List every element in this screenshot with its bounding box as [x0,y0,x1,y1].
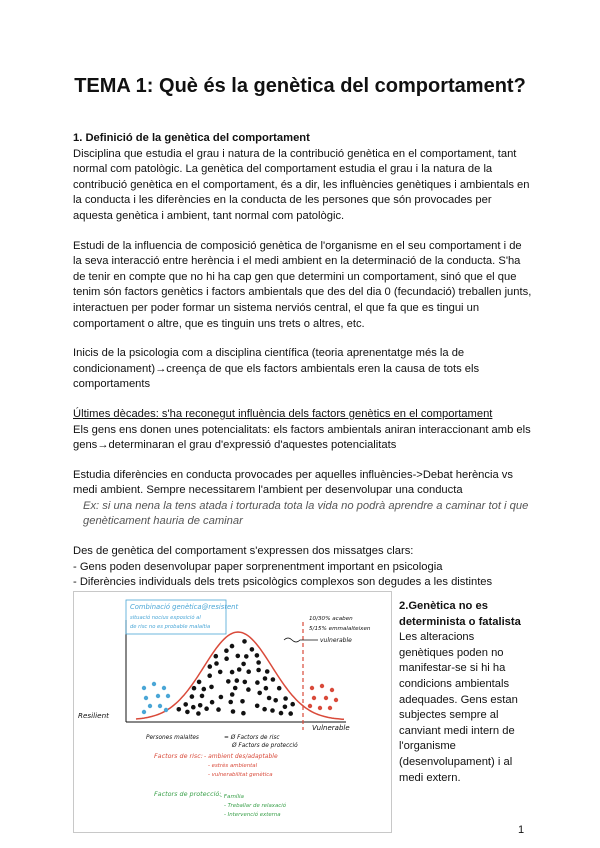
protective-factors-title: Factors de protecció: [154,790,222,798]
blue-dot [148,704,152,708]
black-dot [230,692,235,697]
black-dot [210,700,215,705]
page-title: TEMA 1: Què és la genètica del comportament? [74,75,526,97]
black-dot [271,677,276,682]
black-dot [209,685,214,690]
black-dot [177,707,182,712]
red-dot [308,704,312,708]
black-dot [264,686,269,691]
page-number: 1 [518,824,525,836]
protective-factor-3: - Intervenció externa [224,812,281,818]
protective-factor-1: - Família [220,794,244,800]
wave-label: vulnerable [320,637,352,644]
blue-dot [162,686,166,690]
black-dot [214,654,219,659]
black-dot [283,705,288,710]
blue-dot [166,694,170,698]
black-dot [237,667,242,672]
blue-dots-group [142,682,170,714]
black-dot [241,711,246,716]
black-dot [279,711,284,716]
black-dot [270,708,275,713]
red-dot [320,684,324,688]
black-dot [231,709,236,714]
blue-dot [144,696,148,700]
black-dot [250,647,255,652]
black-dot [198,703,203,708]
black-dot [219,695,224,700]
black-dot [226,679,231,684]
black-dot [240,699,245,704]
black-dot [224,656,229,661]
black-dot [265,669,270,674]
black-dot [197,680,202,685]
black-dot [202,687,207,692]
black-dot [228,700,233,705]
red-dots-group [308,684,338,710]
section-2-heading: 2.Genètica no es determinista o fatalista [399,600,521,628]
black-dot [262,707,267,712]
black-dot [208,664,213,669]
black-dot [256,660,261,665]
black-dot [288,711,293,716]
top-right-note-1: 10/30% acaben [309,616,353,622]
red-dot [334,698,338,702]
black-dot [236,654,241,659]
black-dot [243,680,248,685]
under-axis-factor-1: = Ø Factors de risc [224,735,280,741]
risk-factors-title: Factors de risc: [154,752,203,760]
black-dot [192,686,197,691]
black-dot [283,696,288,701]
diagram-svg [74,592,391,832]
bullet-1: - Gens poden desenvolupar paper sorprenentment important en psicologia [73,560,443,573]
black-dot [214,661,219,666]
protective-factor-2: - Treballar de relaxació [224,803,287,809]
black-dot [207,673,212,678]
blue-dot [156,694,160,698]
black-dots-group [177,639,296,716]
red-dot [312,696,316,700]
blue-dot [158,704,162,708]
paragraph-5: Estudia diferències en conducta provocades per aquelles influències->Debat herència vs medi ambient. Sempre necessitarem l'ambient per desenvolupar una conducta [73,468,513,497]
black-dot [224,648,229,653]
black-dot [246,669,251,674]
section-2-text: Les alteracions genètiques poden no manifestar-se si hi ha condicions ambientals adequades. Gens estan subjectes sempre al canviant medi intern de l'organisme (desenvolupament) i al medi extern. [399,631,518,784]
black-dot [273,698,278,703]
under-axis-label: Persones malaltes [146,735,199,741]
black-dot [244,654,249,659]
black-dot [190,694,195,699]
paragraph-4-underlined: Últimes dècades: s'ha reconegut influència dels factors genètics en el comportament [73,407,493,420]
black-dot [255,704,260,709]
paragraph-4: Els gens ens donen unes potencialitats: els factors ambientals aniran interaccionant amb els gens→determinaran el grau d'expressió d'aquestes potencialitats [73,423,531,452]
handwritten-diagram [73,591,392,833]
black-dot [256,668,261,673]
black-dot [200,694,205,699]
black-dot [216,707,221,712]
risk-factor-2: - estrès ambiental [208,763,258,769]
risk-factor-1: - ambient des/adaptable [204,753,278,760]
black-dot [246,687,251,692]
black-dot [183,702,188,707]
black-dot [263,676,268,681]
example-text: Ex: si una nena la tens atada i torturada tota la vida no podrà aprendre a caminar tot i que genèticament hauria de caminar [83,499,529,528]
risk-factor-3: - vulnerabilitat genètica [208,772,273,778]
red-dot [330,688,334,692]
black-dot [241,662,246,667]
black-dot [204,706,209,711]
bullet-2: - Diferències individuals dels trets psicològics complexos son degudes a les distintes [73,576,493,589]
section-1-heading: 1. Definició de la genètica del comportament [73,132,310,144]
black-dot [242,639,247,644]
blue-dot [142,710,146,714]
black-dot [218,670,223,675]
black-dot [255,653,260,658]
blue-note-line-2: situació nocius exposició al [130,615,201,621]
black-dot [230,670,235,675]
black-dot [290,702,295,707]
blue-note-line-3: de risc no es probable malaltia [130,624,211,630]
axis-label-resilient: Resilient [78,711,109,720]
blue-dot [152,682,156,686]
red-dot [310,686,314,690]
blue-dot [142,686,146,690]
axis-label-vulnerable: Vulnerable [312,724,350,732]
red-dot [328,706,332,710]
black-dot [277,686,282,691]
top-right-note-2: 5/15% emmalalteixen [309,626,371,632]
blue-dot [164,708,168,712]
black-dot [235,678,240,683]
black-dot [233,686,238,691]
black-dot [185,710,190,715]
black-dot [196,711,201,716]
paragraph-1: Disciplina que estudia el grau i natura de la contribució genètica en el comportament, tant normal com patològic. La genètica del comportament estudia el grau i la natura de la contribució genètica en el comportament, és a dir, les influències genètiques i ambientals en la conducta i les diferències en la conducta de les persones que són provocades per aquesta genètica i ambient, tant normal com patològic. [73,147,530,222]
paragraph-6: Des de genètica del comportament s'expressen dos missatges clars: [73,545,414,558]
section-1 [73,131,533,620]
section-2 [399,599,531,786]
red-dot [324,696,328,700]
paragraph-3: Inicis de la psicologia com a disciplina científica (teoria aprenentatge més la de condicionament)→creença de que els factors ambientals eren la causa de tots els comportaments [73,347,480,391]
wave-arrow [284,638,318,642]
distribution-curve [136,632,344,719]
blue-note-line-1: Combinació genètica@resistent [130,603,239,611]
black-dot [230,644,235,649]
black-dot [191,705,196,710]
under-axis-factor-2: Ø Factors de protecció [232,743,298,749]
black-dot [257,691,262,696]
black-dot [255,680,260,685]
red-dot [318,706,322,710]
paragraph-2: Estudi de la influencia de composició genètica de l'organisme en el seu comportament i de la seva interacció entre herència i el medi ambient en la determinació de la conducta. S'ha de tenir en compte que no hi ha cap gen que determini un comportament, sinó que el que tenim són factors genètics i factors ambientals que des del dia 0 (fecundació) treballen junts, interactuen per poder formar un sistema nerviós central, el que fa que es tingui un comportament o altre, que es tinguin uns trets o altres, etc. [73,239,532,330]
black-dot [267,696,272,701]
